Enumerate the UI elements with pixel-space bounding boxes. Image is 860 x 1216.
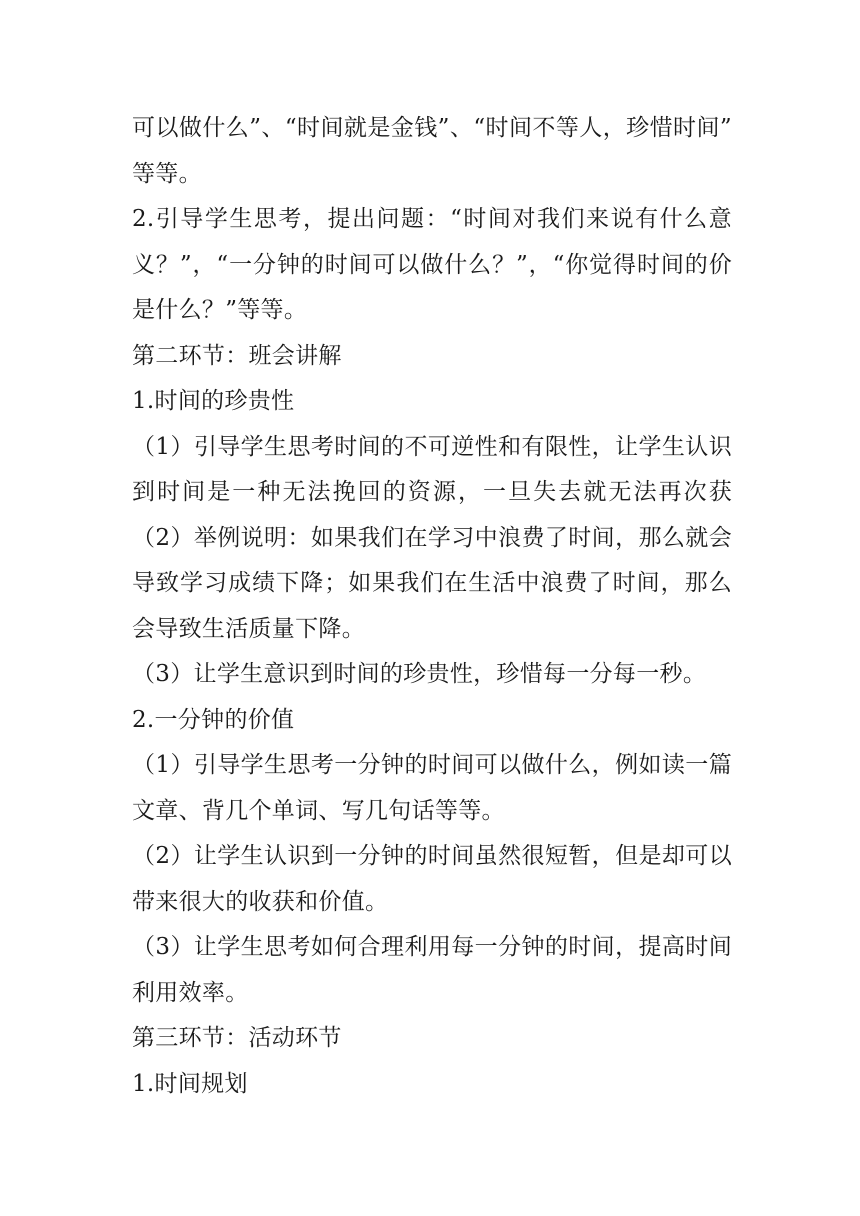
- text-line: 第三环节：活动环节: [132, 1025, 342, 1051]
- text-line: 导致学习成绩下降；如果我们在生活中浪费了时间，那么: [132, 570, 732, 596]
- text-line: 是什么？”等等。: [132, 297, 308, 323]
- text-line: 2.一分钟的价值: [132, 706, 295, 733]
- text-line: 1.时间规划: [132, 1070, 248, 1097]
- document-body: [132, 106, 732, 1107]
- text-line: （2）举例说明：如果我们在学习中浪费了时间，那么就会: [132, 524, 732, 551]
- text-line: （3）让学生意识到时间的珍贵性，珍惜每一分每一秒。: [132, 661, 707, 687]
- text-line: 文章、背几个单词、写几句话等等。: [132, 797, 505, 824]
- text-line: （1）引导学生思考时间的不可逆性和有限性，让学生认识: [132, 433, 732, 460]
- text-line: 第二环节：班会讲解: [132, 342, 342, 369]
- text-line: 带来很大的收获和价值。: [132, 888, 389, 915]
- text-line: 等等。: [132, 160, 202, 187]
- text-line: （2）让学生认识到一分钟的时间虽然很短暂，但是却可以: [132, 843, 732, 869]
- text-line: 到时间是一种无法挽回的资源，一旦失去就无法再次获: [132, 479, 732, 505]
- text-line: （3）让学生思考如何合理利用每一分钟的时间，提高时间: [132, 934, 732, 960]
- text-line: （1）引导学生思考一分钟的时间可以做什么，例如读一篇: [132, 752, 732, 778]
- text-line: 利用效率。: [132, 979, 249, 1006]
- text-line: 2.引导学生思考，提出问题：“时间对我们来说有什么意: [132, 206, 732, 232]
- text-line: 可以做什么”、“时间就是金钱”、“时间不等人，珍惜时间”: [132, 115, 732, 141]
- text-line: 1.时间的珍贵性: [132, 388, 295, 414]
- text-line: 会导致生活质量下降。: [132, 615, 365, 642]
- text-line: 义？”，“一分钟的时间可以做什么？”，“你觉得时间的价: [132, 251, 732, 278]
